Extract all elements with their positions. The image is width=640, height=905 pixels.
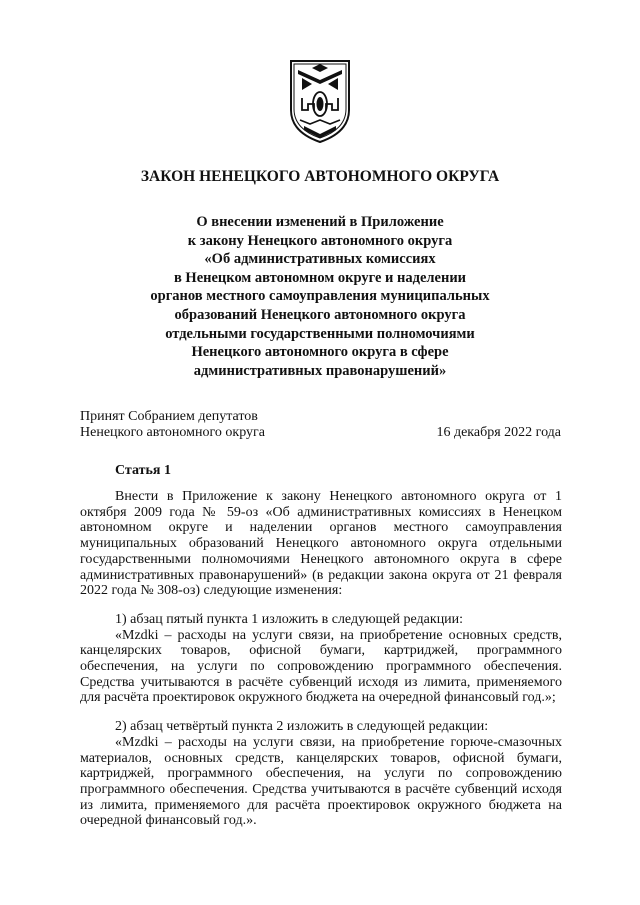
amendment-lead: 1) абзац пятый пункта 1 изложить в следующей редакции: xyxy=(115,611,464,627)
law-title: ЗАКОН НЕНЕЦКОГО АВТОНОМНОГО ОКРУГА xyxy=(140,168,500,185)
law-subject xyxy=(80,213,560,380)
amendment-lead: 2) абзац четвёртый пункта 2 изложить в следующей редакции: xyxy=(115,719,489,735)
article-body xyxy=(80,489,562,829)
adoption-line: Ненецкого автономного округа xyxy=(80,425,265,440)
subject-line: отдельными государственными полномочиями xyxy=(165,325,475,342)
amendment-text: «Mzdki – расходы на услуги связи, на приобретение основных средств, канцелярских товаров, офисной бумаги, картриджей, программного обеспечения, на услуги по сопровождению программного обеспечения. Средства учитываются в расчёте субвенций исходя из лимита, применяемого для расчёта проектировок окружного бюджета на очередной финансовый год.»; xyxy=(80,627,562,706)
subject-line: образований Ненецкого автономного округа xyxy=(174,306,466,323)
article-intro: Внести в Приложение к закону Ненецкого автономного округа от 1 октября 2009 года № 59-оз «Об административных комиссиях в Ненецком автономном округе и наделении органов местного самоуправления муниципальных образований Ненецкого автономного округа отдельными государственными полномочиями Ненецкого автономного округа в сфере административных правонарушений» (в редакции закона округа от 21 февраля 2022 года № 308-оз) следующие изменения: xyxy=(80,489,562,599)
subject-line: органов местного самоуправления муниципальных xyxy=(150,288,490,305)
subject-line: О внесении изменений в Приложение xyxy=(196,214,444,230)
subject-line: к закону Ненецкого автономного округа xyxy=(187,232,453,249)
coat-of-arms-icon xyxy=(288,58,352,144)
article-heading: Статья 1 xyxy=(115,463,171,478)
adoption-note xyxy=(80,409,265,441)
adoption-date: 16 декабря 2022 года xyxy=(436,425,561,440)
subject-line: Ненецкого автономного округа в сфере xyxy=(191,344,449,361)
adoption-line: Принят Собранием депутатов xyxy=(80,409,258,424)
subject-line: административных правонарушений» xyxy=(193,362,447,379)
subject-line: в Ненецком автономном округе и наделении xyxy=(173,269,467,286)
amendment-text: «Mzdki – расходы на услуги связи, на приобретение горюче-смазочных материалов, основных средств, канцелярских товаров, офисной бумаги, картриджей, программного обеспечения, на услуги по сопровождению программного обеспечения. Средства учитываются в расчёте субвенций исходя из лимита, применяемого для расчёта проектировок окружного бюджета на очередной финансовый год.». xyxy=(80,734,562,829)
subject-line: «Об административных комиссиях xyxy=(204,251,436,268)
